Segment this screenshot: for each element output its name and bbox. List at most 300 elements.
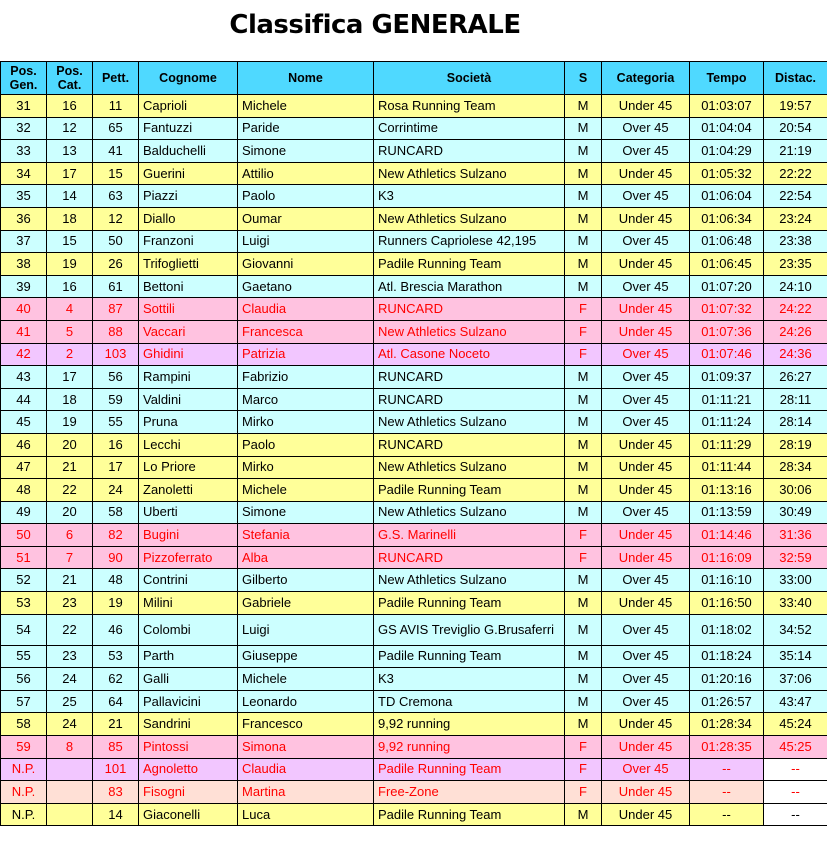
header-nome: Nome (238, 62, 374, 95)
table-row (1, 758, 827, 781)
cell-sesso: M (565, 645, 602, 668)
cell-sesso: M (565, 185, 602, 208)
cell-tempo: 01:26:57 (690, 690, 764, 713)
cell-pos-gen: 56 (1, 668, 47, 691)
cell-societa: Padile Running Team (374, 803, 565, 826)
table-row (1, 645, 827, 668)
cell-cognome: Lecchi (139, 433, 238, 456)
cell-sesso: M (565, 117, 602, 140)
cell-pettorale: 56 (93, 366, 139, 389)
cell-societa: Padile Running Team (374, 758, 565, 781)
cell-pos-gen: 35 (1, 185, 47, 208)
cell-pos-cat: 25 (47, 690, 93, 713)
cell-pettorale: 82 (93, 524, 139, 547)
cell-pos-cat: 22 (47, 479, 93, 502)
cell-sesso: M (565, 162, 602, 185)
cell-tempo: 01:05:32 (690, 162, 764, 185)
cell-sesso: M (565, 411, 602, 434)
cell-pettorale: 90 (93, 546, 139, 569)
cell-categoria: Over 45 (602, 690, 690, 713)
cell-sesso: F (565, 343, 602, 366)
cell-pettorale: 65 (93, 117, 139, 140)
cell-distacco: 33:40 (764, 592, 827, 615)
cell-nome: Gaetano (238, 275, 374, 298)
cell-pettorale: 63 (93, 185, 139, 208)
cell-sesso: F (565, 524, 602, 547)
cell-categoria: Under 45 (602, 781, 690, 804)
cell-pos-gen: 51 (1, 546, 47, 569)
cell-tempo: 01:16:50 (690, 592, 764, 615)
cell-pos-cat: 19 (47, 411, 93, 434)
table-row (1, 117, 827, 140)
cell-tempo: -- (690, 803, 764, 826)
cell-societa: RUNCARD (374, 298, 565, 321)
cell-cognome: Franzoni (139, 230, 238, 253)
header-cognome: Cognome (139, 62, 238, 95)
cell-pettorale: 58 (93, 501, 139, 524)
cell-societa: New Athletics Sulzano (374, 569, 565, 592)
cell-pos-gen: N.P. (1, 781, 47, 804)
table-row (1, 524, 827, 547)
cell-pos-gen: 48 (1, 479, 47, 502)
cell-distacco: 34:52 (764, 614, 827, 645)
cell-sesso: F (565, 781, 602, 804)
cell-pettorale: 24 (93, 479, 139, 502)
cell-tempo: -- (690, 758, 764, 781)
cell-sesso: M (565, 366, 602, 389)
cell-nome: Luigi (238, 614, 374, 645)
cell-pos-gen: 41 (1, 320, 47, 343)
cell-pos-cat: 8 (47, 736, 93, 759)
cell-distacco: 21:19 (764, 140, 827, 163)
page-title: Classifica GENERALE (229, 10, 521, 40)
cell-nome: Attilio (238, 162, 374, 185)
cell-pos-cat (47, 781, 93, 804)
cell-cognome: Fisogni (139, 781, 238, 804)
cell-nome: Francesco (238, 713, 374, 736)
table-row (1, 95, 827, 118)
cell-pos-gen: 46 (1, 433, 47, 456)
cell-sesso: F (565, 320, 602, 343)
cell-pos-cat: 12 (47, 117, 93, 140)
cell-pettorale: 64 (93, 690, 139, 713)
cell-categoria: Under 45 (602, 207, 690, 230)
table-row (1, 803, 827, 826)
cell-sesso: M (565, 275, 602, 298)
cell-cognome: Sottili (139, 298, 238, 321)
cell-pettorale: 12 (93, 207, 139, 230)
cell-categoria: Under 45 (602, 298, 690, 321)
cell-societa: New Athletics Sulzano (374, 411, 565, 434)
cell-societa: Atl. Casone Noceto (374, 343, 565, 366)
cell-nome: Luigi (238, 230, 374, 253)
header-pettorale: Pett. (93, 62, 139, 95)
cell-societa: 9,92 running (374, 713, 565, 736)
cell-pettorale: 14 (93, 803, 139, 826)
cell-sesso: M (565, 479, 602, 502)
table-row (1, 275, 827, 298)
header-sesso: S (565, 62, 602, 95)
cell-tempo: 01:03:07 (690, 95, 764, 118)
cell-nome: Patrizia (238, 343, 374, 366)
cell-tempo: 01:13:59 (690, 501, 764, 524)
cell-nome: Stefania (238, 524, 374, 547)
cell-societa: Padile Running Team (374, 592, 565, 615)
cell-distacco: 22:54 (764, 185, 827, 208)
table-row (1, 366, 827, 389)
cell-societa: New Athletics Sulzano (374, 207, 565, 230)
cell-categoria: Over 45 (602, 366, 690, 389)
cell-tempo: 01:06:04 (690, 185, 764, 208)
cell-cognome: Pruna (139, 411, 238, 434)
cell-tempo: 01:11:29 (690, 433, 764, 456)
cell-distacco: 24:10 (764, 275, 827, 298)
cell-nome: Fabrizio (238, 366, 374, 389)
cell-categoria: Over 45 (602, 645, 690, 668)
table-row (1, 569, 827, 592)
cell-pettorale: 16 (93, 433, 139, 456)
cell-pos-cat: 17 (47, 162, 93, 185)
table-row (1, 253, 827, 276)
cell-pos-gen: 53 (1, 592, 47, 615)
cell-distacco: 23:35 (764, 253, 827, 276)
cell-societa: New Athletics Sulzano (374, 501, 565, 524)
cell-pos-cat: 17 (47, 366, 93, 389)
cell-societa: Atl. Brescia Marathon (374, 275, 565, 298)
cell-nome: Mirko (238, 456, 374, 479)
cell-sesso: M (565, 253, 602, 276)
cell-pettorale: 26 (93, 253, 139, 276)
cell-pos-gen: 49 (1, 501, 47, 524)
cell-pettorale: 41 (93, 140, 139, 163)
cell-pos-gen: 45 (1, 411, 47, 434)
cell-pos-cat: 5 (47, 320, 93, 343)
cell-nome: Gilberto (238, 569, 374, 592)
cell-pettorale: 62 (93, 668, 139, 691)
cell-categoria: Over 45 (602, 388, 690, 411)
table-row (1, 185, 827, 208)
cell-pos-cat: 22 (47, 614, 93, 645)
results-table (0, 61, 827, 826)
cell-sesso: M (565, 230, 602, 253)
cell-distacco: 30:49 (764, 501, 827, 524)
cell-pos-cat: 21 (47, 569, 93, 592)
cell-nome: Simona (238, 736, 374, 759)
cell-sesso: F (565, 298, 602, 321)
cell-distacco: 33:00 (764, 569, 827, 592)
cell-distacco: 26:27 (764, 366, 827, 389)
cell-nome: Luca (238, 803, 374, 826)
cell-pos-gen: 39 (1, 275, 47, 298)
cell-pos-cat: 20 (47, 501, 93, 524)
cell-sesso: M (565, 501, 602, 524)
cell-cognome: Galli (139, 668, 238, 691)
cell-nome: Paride (238, 117, 374, 140)
cell-pos-cat: 15 (47, 230, 93, 253)
cell-categoria: Under 45 (602, 95, 690, 118)
cell-categoria: Over 45 (602, 185, 690, 208)
cell-categoria: Under 45 (602, 320, 690, 343)
table-row (1, 388, 827, 411)
cell-tempo: 01:04:29 (690, 140, 764, 163)
cell-tempo: 01:16:10 (690, 569, 764, 592)
cell-pos-cat: 23 (47, 645, 93, 668)
cell-categoria: Over 45 (602, 758, 690, 781)
cell-distacco: 31:36 (764, 524, 827, 547)
cell-sesso: M (565, 668, 602, 691)
cell-pos-cat: 7 (47, 546, 93, 569)
cell-tempo: 01:16:09 (690, 546, 764, 569)
cell-tempo: 01:07:46 (690, 343, 764, 366)
cell-sesso: M (565, 388, 602, 411)
cell-tempo: 01:14:46 (690, 524, 764, 547)
cell-categoria: Over 45 (602, 411, 690, 434)
cell-distacco: -- (764, 758, 827, 781)
cell-nome: Paolo (238, 185, 374, 208)
cell-categoria: Over 45 (602, 140, 690, 163)
cell-tempo: 01:11:21 (690, 388, 764, 411)
cell-societa: New Athletics Sulzano (374, 162, 565, 185)
cell-societa: GS AVIS Treviglio G.Brusaferri (374, 614, 565, 645)
table-row (1, 592, 827, 615)
cell-categoria: Over 45 (602, 614, 690, 645)
header-tempo: Tempo (690, 62, 764, 95)
table-row (1, 690, 827, 713)
cell-pettorale: 48 (93, 569, 139, 592)
table-row (1, 140, 827, 163)
cell-pettorale: 53 (93, 645, 139, 668)
cell-societa: Runners Capriolese 42,195 (374, 230, 565, 253)
cell-tempo: 01:07:32 (690, 298, 764, 321)
cell-distacco: 22:22 (764, 162, 827, 185)
cell-categoria: Under 45 (602, 162, 690, 185)
cell-pos-cat: 20 (47, 433, 93, 456)
cell-distacco: 45:25 (764, 736, 827, 759)
cell-cognome: Contrini (139, 569, 238, 592)
cell-societa: Rosa Running Team (374, 95, 565, 118)
cell-tempo: 01:09:37 (690, 366, 764, 389)
cell-cognome: Valdini (139, 388, 238, 411)
cell-pettorale: 87 (93, 298, 139, 321)
cell-pos-gen: 44 (1, 388, 47, 411)
cell-nome: Alba (238, 546, 374, 569)
cell-distacco: 28:14 (764, 411, 827, 434)
cell-sesso: M (565, 140, 602, 163)
cell-cognome: Sandrini (139, 713, 238, 736)
cell-pos-gen: 52 (1, 569, 47, 592)
cell-categoria: Over 45 (602, 117, 690, 140)
cell-cognome: Parth (139, 645, 238, 668)
cell-societa: RUNCARD (374, 388, 565, 411)
cell-sesso: F (565, 736, 602, 759)
cell-tempo: 01:11:44 (690, 456, 764, 479)
cell-cognome: Milini (139, 592, 238, 615)
cell-societa: RUNCARD (374, 433, 565, 456)
cell-pos-gen: 54 (1, 614, 47, 645)
cell-cognome: Pallavicini (139, 690, 238, 713)
cell-pettorale: 17 (93, 456, 139, 479)
cell-pos-gen: 33 (1, 140, 47, 163)
cell-distacco: -- (764, 803, 827, 826)
cell-distacco: 23:24 (764, 207, 827, 230)
cell-pos-cat: 18 (47, 388, 93, 411)
table-row (1, 781, 827, 804)
cell-cognome: Pizzoferrato (139, 546, 238, 569)
cell-cognome: Zanoletti (139, 479, 238, 502)
cell-categoria: Over 45 (602, 275, 690, 298)
cell-cognome: Bugini (139, 524, 238, 547)
cell-pettorale: 21 (93, 713, 139, 736)
cell-societa: New Athletics Sulzano (374, 456, 565, 479)
cell-cognome: Lo Priore (139, 456, 238, 479)
cell-cognome: Guerini (139, 162, 238, 185)
cell-sesso: M (565, 95, 602, 118)
cell-pos-gen: 47 (1, 456, 47, 479)
cell-sesso: M (565, 433, 602, 456)
table-row (1, 614, 827, 645)
cell-tempo: 01:06:45 (690, 253, 764, 276)
cell-nome: Simone (238, 140, 374, 163)
cell-distacco: 28:34 (764, 456, 827, 479)
cell-sesso: M (565, 614, 602, 645)
cell-categoria: Under 45 (602, 546, 690, 569)
cell-pos-gen: 55 (1, 645, 47, 668)
cell-nome: Gabriele (238, 592, 374, 615)
cell-cognome: Giaconelli (139, 803, 238, 826)
cell-pos-cat: 21 (47, 456, 93, 479)
cell-cognome: Vaccari (139, 320, 238, 343)
cell-categoria: Under 45 (602, 456, 690, 479)
table-row (1, 320, 827, 343)
cell-pettorale: 61 (93, 275, 139, 298)
cell-tempo: 01:18:02 (690, 614, 764, 645)
cell-pos-cat (47, 803, 93, 826)
cell-distacco: 37:06 (764, 668, 827, 691)
cell-cognome: Trifoglietti (139, 253, 238, 276)
cell-pos-cat: 6 (47, 524, 93, 547)
cell-categoria: Under 45 (602, 713, 690, 736)
cell-tempo: 01:28:34 (690, 713, 764, 736)
cell-nome: Michele (238, 95, 374, 118)
table-row (1, 501, 827, 524)
cell-categoria: Over 45 (602, 668, 690, 691)
cell-nome: Michele (238, 668, 374, 691)
cell-pettorale: 101 (93, 758, 139, 781)
cell-cognome: Piazzi (139, 185, 238, 208)
cell-sesso: M (565, 690, 602, 713)
cell-distacco: 24:22 (764, 298, 827, 321)
cell-societa: K3 (374, 668, 565, 691)
header-categoria: Categoria (602, 62, 690, 95)
cell-pettorale: 19 (93, 592, 139, 615)
cell-tempo: 01:11:24 (690, 411, 764, 434)
cell-pos-cat: 13 (47, 140, 93, 163)
cell-nome: Martina (238, 781, 374, 804)
cell-sesso: M (565, 713, 602, 736)
cell-nome: Oumar (238, 207, 374, 230)
cell-pos-gen: 58 (1, 713, 47, 736)
cell-sesso: M (565, 569, 602, 592)
cell-nome: Paolo (238, 433, 374, 456)
cell-categoria: Over 45 (602, 230, 690, 253)
cell-pos-gen: 42 (1, 343, 47, 366)
cell-pettorale: 11 (93, 95, 139, 118)
cell-pos-gen: 57 (1, 690, 47, 713)
cell-sesso: F (565, 758, 602, 781)
cell-distacco: 43:47 (764, 690, 827, 713)
cell-pos-cat: 19 (47, 253, 93, 276)
cell-cognome: Agnoletto (139, 758, 238, 781)
cell-cognome: Bettoni (139, 275, 238, 298)
cell-pos-cat: 23 (47, 592, 93, 615)
cell-tempo: 01:07:36 (690, 320, 764, 343)
cell-pos-gen: 31 (1, 95, 47, 118)
header-distacco: Distac. (764, 62, 827, 95)
cell-pettorale: 88 (93, 320, 139, 343)
cell-societa: RUNCARD (374, 546, 565, 569)
cell-societa: K3 (374, 185, 565, 208)
cell-pos-cat: 24 (47, 668, 93, 691)
cell-pos-gen: 40 (1, 298, 47, 321)
cell-nome: Mirko (238, 411, 374, 434)
cell-nome: Claudia (238, 298, 374, 321)
cell-cognome: Uberti (139, 501, 238, 524)
cell-sesso: M (565, 456, 602, 479)
cell-pos-gen: N.P. (1, 803, 47, 826)
cell-pos-gen: 43 (1, 366, 47, 389)
table-row (1, 456, 827, 479)
cell-pos-cat: 4 (47, 298, 93, 321)
cell-pos-cat: 18 (47, 207, 93, 230)
cell-pettorale: 55 (93, 411, 139, 434)
cell-categoria: Under 45 (602, 803, 690, 826)
cell-distacco: 24:36 (764, 343, 827, 366)
cell-tempo: -- (690, 781, 764, 804)
cell-tempo: 01:20:16 (690, 668, 764, 691)
cell-cognome: Diallo (139, 207, 238, 230)
cell-pos-gen: 32 (1, 117, 47, 140)
table-row (1, 298, 827, 321)
cell-categoria: Under 45 (602, 433, 690, 456)
table-row (1, 668, 827, 691)
cell-societa: Padile Running Team (374, 253, 565, 276)
cell-distacco: 32:59 (764, 546, 827, 569)
cell-pettorale: 85 (93, 736, 139, 759)
cell-nome: Giovanni (238, 253, 374, 276)
cell-categoria: Under 45 (602, 479, 690, 502)
header-pos-cat: Pos. Cat. (47, 62, 93, 95)
cell-nome: Giuseppe (238, 645, 374, 668)
cell-tempo: 01:28:35 (690, 736, 764, 759)
cell-pettorale: 103 (93, 343, 139, 366)
cell-distacco: 45:24 (764, 713, 827, 736)
cell-cognome: Ghidini (139, 343, 238, 366)
cell-nome: Michele (238, 479, 374, 502)
cell-cognome: Pintossi (139, 736, 238, 759)
cell-pos-cat (47, 758, 93, 781)
cell-pos-cat: 14 (47, 185, 93, 208)
cell-societa: RUNCARD (374, 366, 565, 389)
cell-societa: Padile Running Team (374, 479, 565, 502)
cell-cognome: Fantuzzi (139, 117, 238, 140)
table-row (1, 479, 827, 502)
cell-tempo: 01:18:24 (690, 645, 764, 668)
cell-societa: Free-Zone (374, 781, 565, 804)
cell-categoria: Under 45 (602, 524, 690, 547)
cell-categoria: Under 45 (602, 592, 690, 615)
cell-pos-gen: 59 (1, 736, 47, 759)
table-row (1, 546, 827, 569)
